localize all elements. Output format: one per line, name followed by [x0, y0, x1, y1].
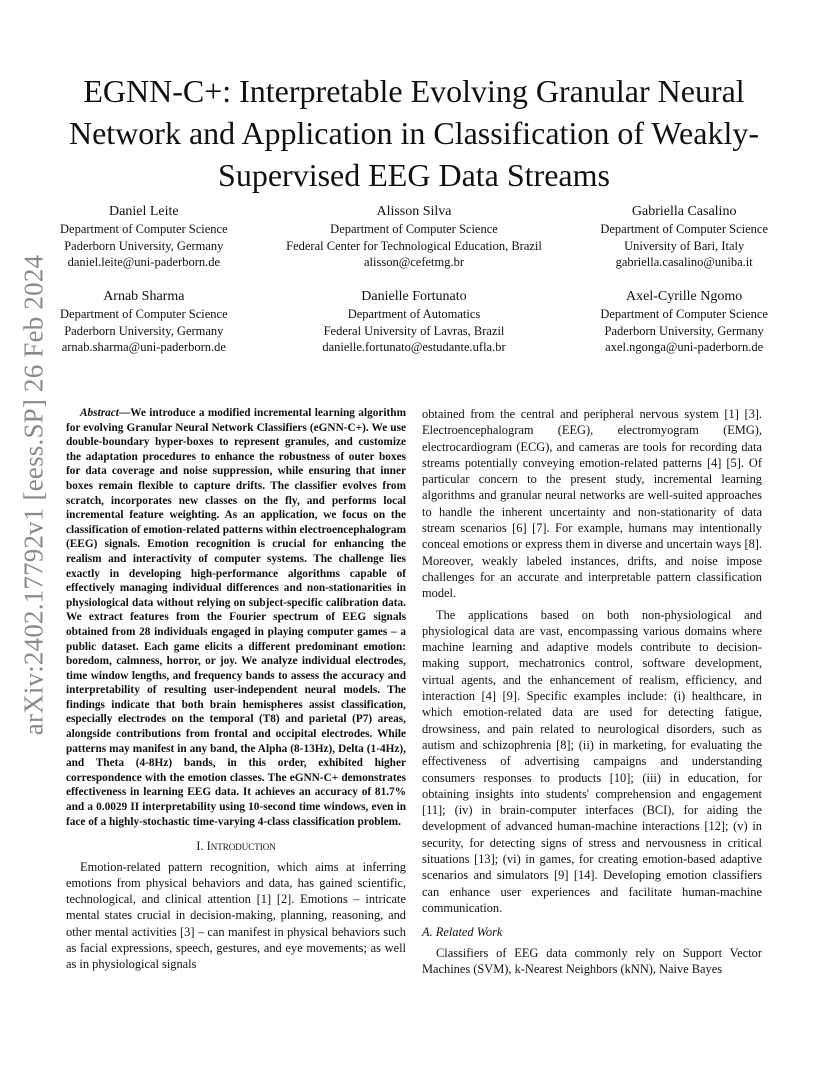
author-department: Department of Computer Science [330, 222, 498, 236]
author-institution: Federal Center for Technological Education, Brazil [286, 238, 542, 253]
author-name: Gabriella Casalino [631, 204, 737, 219]
abstract [66, 406, 406, 829]
author-institution: Federal University of Lavras, Brazil [323, 323, 505, 338]
related-work-paragraph-1: Classifiers of EEG data commonly rely on Support Vector Machines (SVM), k-Nearest Neighbors (kNN), Naive Bayes [422, 945, 762, 976]
author-department: Department of Computer Science [600, 222, 768, 236]
abstract-text: —We introduce a modified incremental learning algorithm for evolving Granular Neural Network Classifiers (eGNN-C+). We use double-boundary hyper-boxes to represent granules, and customize the adaptation procedures to enhance the robustness of outer boxes for data coverage and noise suppression, while ensuring that inner boxes remain flexible to capture drifts. The classifier evolves from scratch, incorporates new classes on the fly, and performs local incremental feature weighting. As an application, we focus on the classification of emotion-related patterns within electroencephalogram (EEG) signals. Emotion recognition is crucial for enhancing the realism and interactivity of computer systems. The challenge lies exactly in developing high-performance algorithms capable of effectively managing individual differences and non-stationarities in physiological data without relying on subject-specific calibration data. We extract features from the Fourier spectrum of EEG signals obtained from 28 individuals engaged in playing computer games – a public dataset. Each game elicits a different predominant emotion: boredom, calmness, horror, or joy. We analyze individual electrodes, time window lengths, and frequency bands to assess the accuracy and interpretability of resulting user-independent neural models. The findings indicate that both brain hemispheres assist classification, especially electrodes on the temporal (T8) and parietal (P7) areas, alongside contributions from frontal and occipital electrodes. While patterns may manifest in any band, the Alpha (8-13Hz), Delta (1-4Hz), and Theta (4-8Hz) bands, in this order, exhibited higher correspondence with the emotion classes. The eGNN-C+ demonstrates effectiveness in learning EEG data. It achieves an accuracy of 81.7% and a 0.0029 II interpretability using 10-second time windows, even in face of a highly-stochastic time-varying 4-class classification problem. [66, 407, 406, 828]
left-column [66, 406, 406, 973]
author-name: Alisson Silva [376, 204, 452, 219]
intro-paragraph-1: Emotion-related pattern recognition, which aims at inferring emotions from physical behaviors and data, has gained scientific, technological, and clinical attention [1] [2]. Emotions – intricate mental states crucial in decision-making, planning, reasoning, and other mental activities [3] – can manifest in physical behaviors such as facial expressions, speech, gestures, and eye movements; as well as in physiological signals [66, 859, 406, 972]
author-name: Axel-Cyrille Ngomo [626, 289, 743, 304]
author-email[interactable]: daniel.leite@uni-paderborn.de [67, 255, 221, 269]
author-department: Department of Automatics [347, 307, 481, 321]
author-name: Daniel Leite [109, 204, 179, 219]
author-block [322, 287, 505, 356]
arxiv-sidebar [14, 254, 54, 736]
author-block [600, 287, 768, 356]
author-block [60, 287, 228, 356]
author-institution: Paderborn University, Germany [64, 323, 224, 338]
author-row-2 [60, 287, 768, 356]
right-column [422, 406, 762, 977]
author-block [60, 202, 228, 271]
author-institution: Paderborn University, Germany [64, 238, 224, 253]
paper-title: EGNN-C+: Interpretable Evolving Granular Neural Network and Application in Classification of Weakly-Supervised EEG Data Streams [68, 73, 759, 193]
author-block [286, 202, 542, 271]
author-name: Arnab Sharma [103, 289, 185, 304]
intro-paragraph-1-continued: obtained from the central and peripheral nervous system [1] [3]. Electroencephalogram (EEG), electromyogram (EMG), electrocardiogram (ECG), and cameras are tools for recording data streams potentially conveying emotion-related patterns [4] [5]. Of particular concern to the present study, incremental learning algorithms and granular neural networks are well-suited approaches to handle the inherent uncertainty and non-stationarity of data stream scenarios [6] [7]. For example, humans may intentionally conceal emotions or express them in diverse and uncertain ways [8]. Moreover, weakly labeled instances, drifts, and noise impose challenges for an accurate and interpretable pattern classification model. [422, 407, 762, 601]
arxiv-identifier: arXiv:2402.17792v1 [eess.SP] 26 Feb 2024 [18, 254, 49, 736]
author-institution: University of Bari, Italy [624, 238, 745, 253]
author-department: Department of Computer Science [60, 222, 228, 236]
subsection-heading-related-work: A. Related Work [422, 925, 503, 940]
author-department: Department of Computer Science [600, 307, 768, 321]
author-email[interactable]: alisson@cefetmg.br [363, 255, 465, 269]
author-email[interactable]: arnab.sharma@uni-paderborn.de [61, 340, 226, 354]
author-email[interactable]: gabriella.casalino@uniba.it [615, 255, 753, 269]
author-department: Department of Computer Science [60, 307, 228, 321]
author-email[interactable]: danielle.fortunato@estudante.ufla.br [322, 340, 506, 354]
author-row-1 [60, 202, 768, 271]
author-institution: Paderborn University, Germany [604, 323, 764, 338]
author-block [600, 202, 768, 271]
author-name: Danielle Fortunato [361, 289, 467, 304]
section-heading-introduction: I. Introduction [196, 839, 276, 854]
intro-paragraph-2: The applications based on both non-physiological and physiological data are vast, encompassing various domains where machine learning and adaptive models contribute to decision-making support, mechatronics control, software development, virtual agents, and the enhancement of realism, efficiency, and interaction [4] [9]. Specific examples include: (i) healthcare, in which emotion-related data are used for detecting fatigue, drowsiness, and pain related to neurological disorders, such as autism and schizophrenia [8]; (ii) in marketing, for evaluating the effectiveness of advertising campaigns and understanding consumers responses to products [10]; (iii) in education, for obtaining insights into students' comprehension and engagement [11]; (iv) in brain-computer interfaces (BCI), for aiding the development of advanced human-machine interactions [12]; (v) in security, for detecting signs of stress and nervousness in critical situations [13]; (vi) in games, for creating emotion-based adaptive scenarios and simulators [9] [14]. Developing emotion classifiers can enhance user experiences and facilitate human-machine communication. [422, 607, 762, 915]
author-email[interactable]: axel.ngonga@uni-paderborn.de [605, 340, 764, 354]
abstract-lead: Abstract [80, 407, 119, 419]
